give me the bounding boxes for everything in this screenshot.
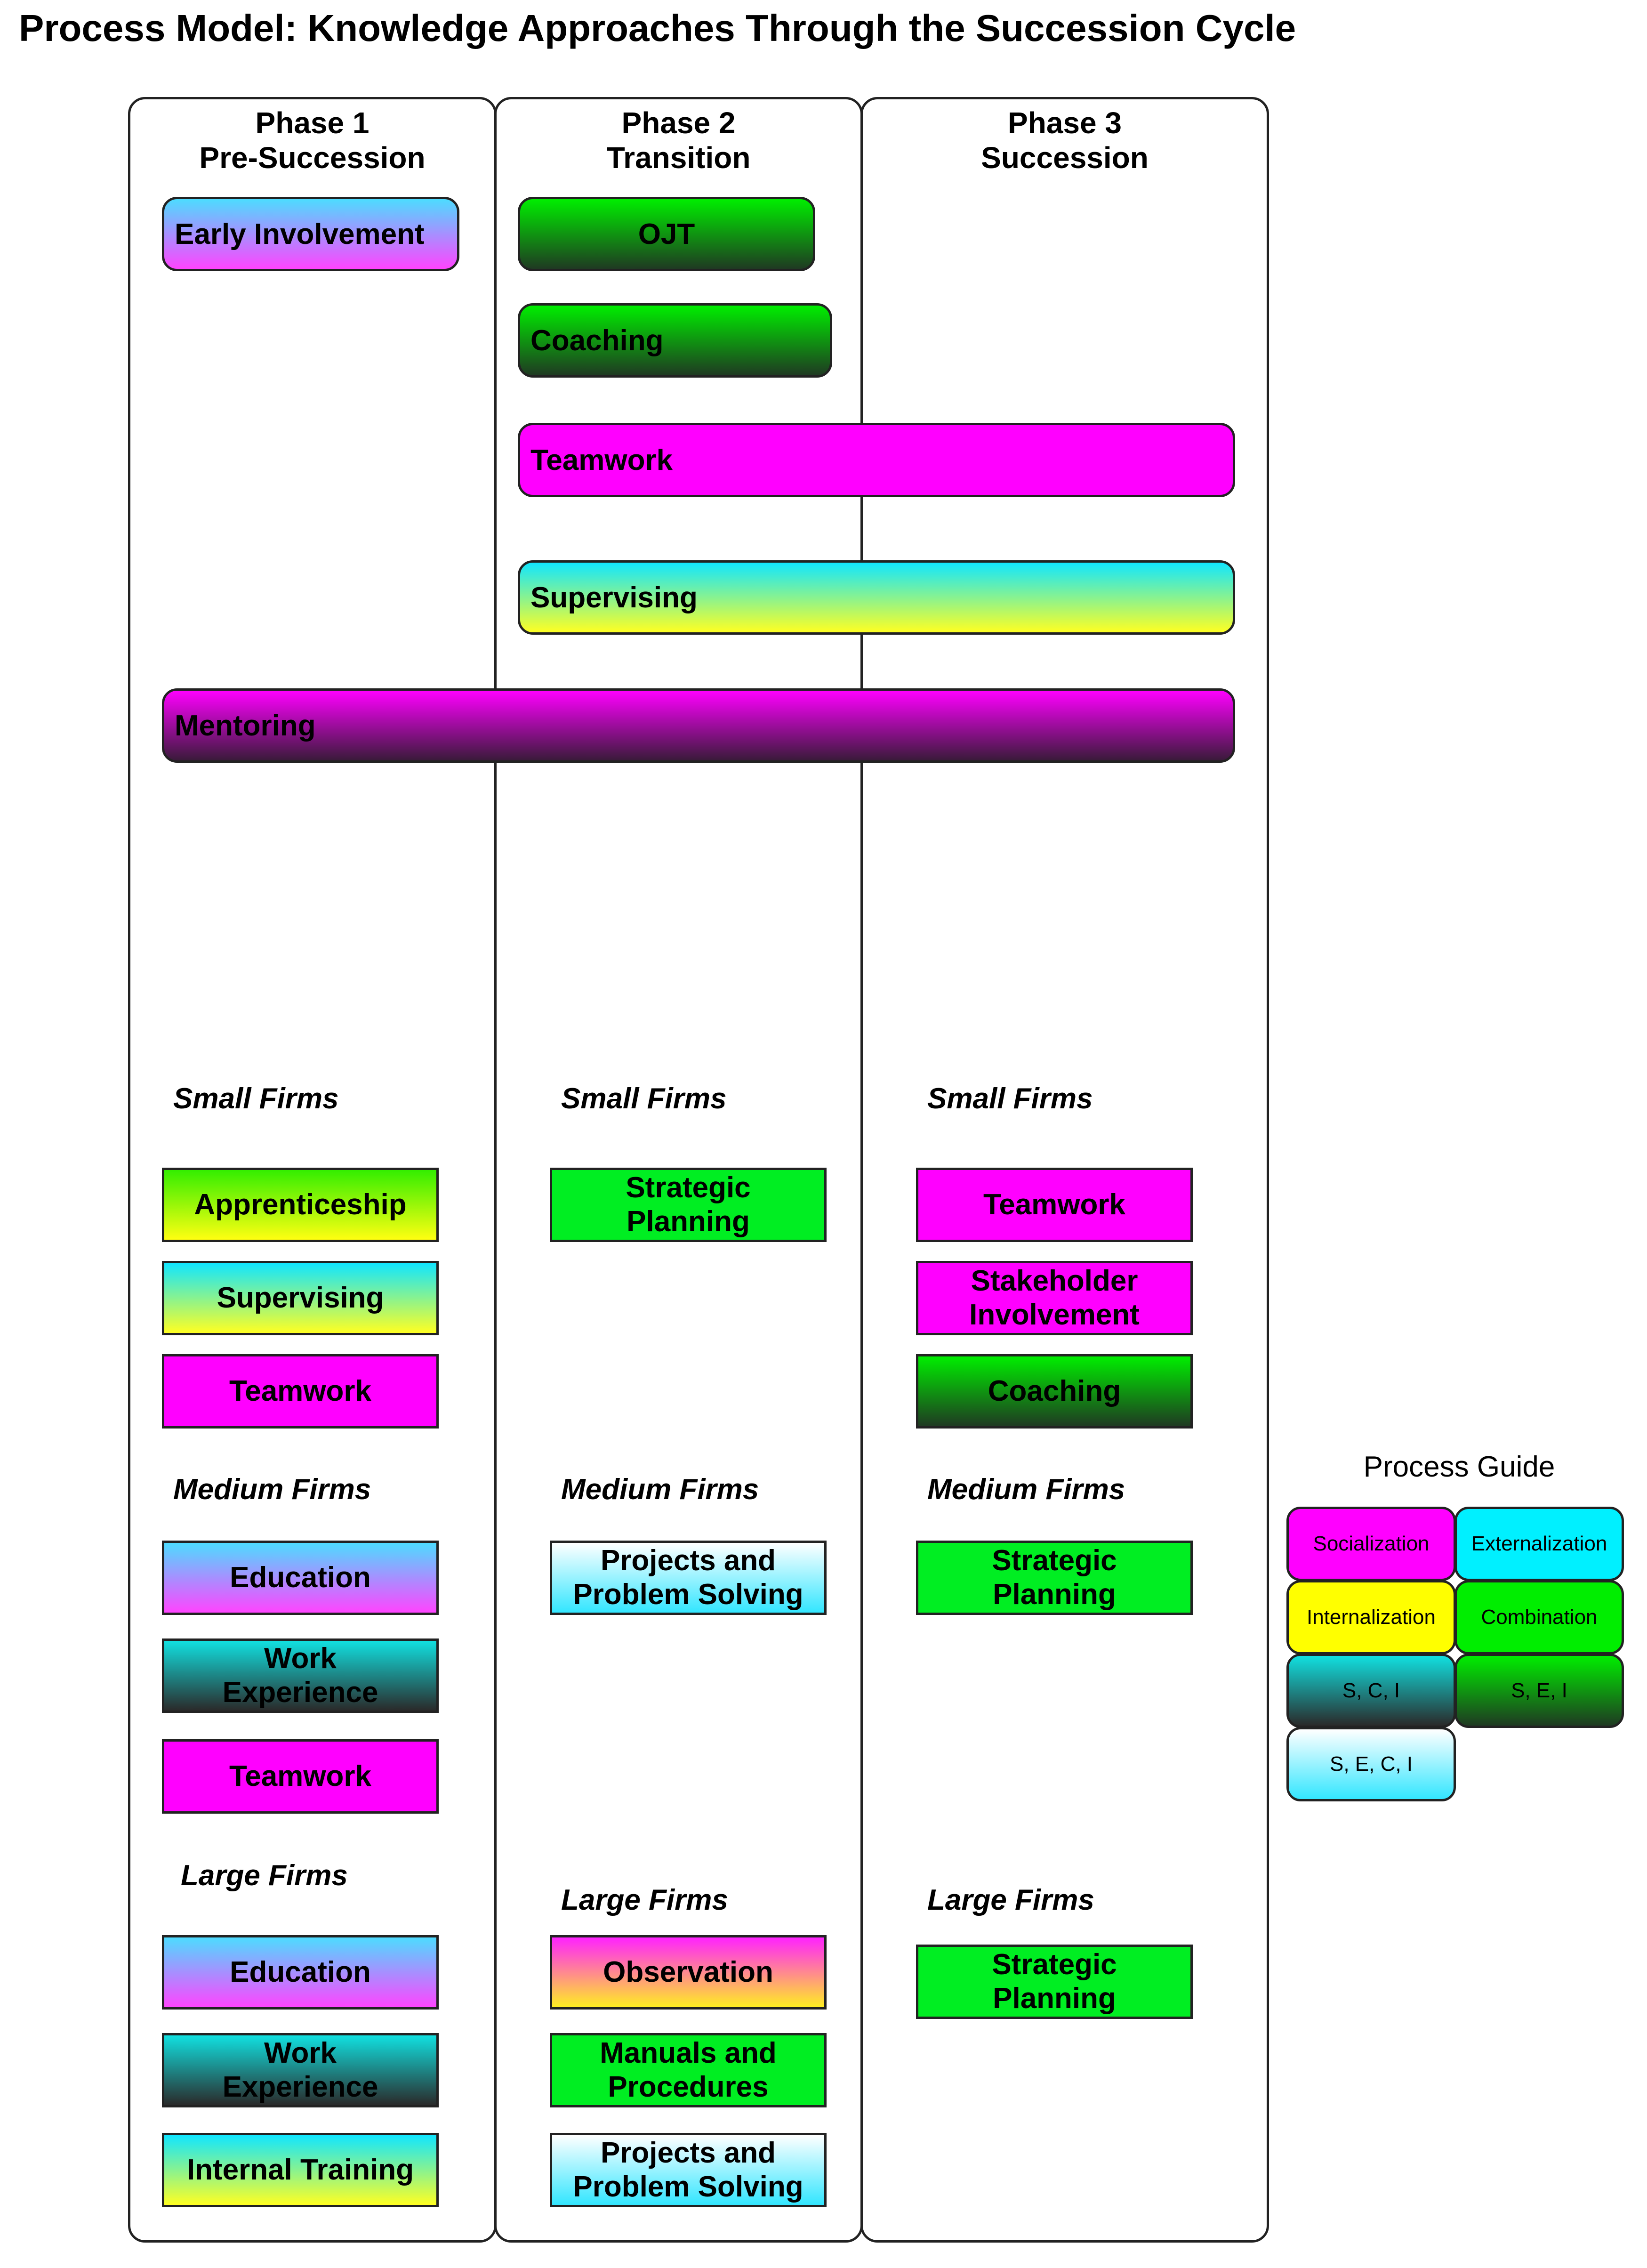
phase-2-number: Phase 2 <box>621 106 736 140</box>
phase-2-medium-firms-label: Medium Firms <box>561 1473 759 1506</box>
legend-internalization: Internalization <box>1286 1580 1456 1655</box>
phase-1-small-item: Supervising <box>162 1261 439 1335</box>
bar-ojt: OJT <box>518 197 815 271</box>
phase-1-large-item: Education <box>162 1935 439 2010</box>
legend-socialization: Socialization <box>1286 1507 1456 1581</box>
legend-sci: S, C, I <box>1286 1654 1456 1728</box>
phase-1-medium-item: Work Experience <box>162 1638 439 1713</box>
phase-3-small-item: Stakeholder Involvement <box>916 1261 1193 1335</box>
phase-1-small-item: Apprenticeship <box>162 1168 439 1242</box>
phase-3-large-firms-label: Large Firms <box>927 1884 1094 1916</box>
phase-3-number: Phase 3 <box>1008 106 1122 140</box>
phase-1-header <box>128 105 497 175</box>
phase-3-name: Succession <box>981 141 1149 175</box>
diagram-title: Process Model: Knowledge Approaches Through the Succession Cycle <box>19 7 1296 49</box>
phase-2-header <box>494 105 863 175</box>
phase-3-medium-firms-label: Medium Firms <box>927 1473 1125 1506</box>
phase-2-medium-item: Projects and Problem Solving <box>550 1541 827 1615</box>
phase-3-medium-item: Strategic Planning <box>916 1541 1193 1615</box>
legend-combination: Combination <box>1454 1580 1624 1655</box>
phase-1-name: Pre-Succession <box>199 141 426 175</box>
legend-sei: S, E, I <box>1454 1654 1624 1728</box>
bar-coaching: Coaching <box>518 303 832 378</box>
phase-1-medium-item: Teamwork <box>162 1739 439 1814</box>
phase-2-name: Transition <box>606 141 751 175</box>
phase-2-large-firms-label: Large Firms <box>561 1884 728 1916</box>
phase-2-large-item: Projects and Problem Solving <box>550 2133 827 2207</box>
bar-mentoring: Mentoring <box>162 688 1235 763</box>
phase-2-large-item: Manuals and Procedures <box>550 2033 827 2107</box>
process-guide-title: Process Guide <box>1363 1451 1555 1483</box>
phase-1-large-item: Work Experience <box>162 2033 439 2107</box>
phase-1-medium-item: Education <box>162 1541 439 1615</box>
phase-3-small-item: Coaching <box>916 1354 1193 1429</box>
phase-1-large-firms-label: Large Firms <box>181 1859 348 1892</box>
phase-3-large-item: Strategic Planning <box>916 1945 1193 2019</box>
legend-externalization: Externalization <box>1454 1507 1624 1581</box>
phase-2-large-item: Observation <box>550 1935 827 2010</box>
phase-1-number: Phase 1 <box>255 106 370 140</box>
phase-1-small-item: Teamwork <box>162 1354 439 1429</box>
bar-supervising: Supervising <box>518 560 1235 635</box>
phase-3-header <box>860 105 1269 175</box>
phase-3-small-item: Teamwork <box>916 1168 1193 1242</box>
phase-2-small-item: Strategic Planning <box>550 1168 827 1242</box>
bar-early-involvement: Early Involvement <box>162 197 459 271</box>
phase-3-small-firms-label: Small Firms <box>927 1082 1093 1115</box>
legend-seci: S, E, C, I <box>1286 1727 1456 1801</box>
bar-teamwork: Teamwork <box>518 423 1235 497</box>
phase-1-medium-firms-label: Medium Firms <box>173 1473 371 1506</box>
phase-1-large-item: Internal Training <box>162 2133 439 2207</box>
phase-2-small-firms-label: Small Firms <box>561 1082 727 1115</box>
phase-1-small-firms-label: Small Firms <box>173 1082 339 1115</box>
